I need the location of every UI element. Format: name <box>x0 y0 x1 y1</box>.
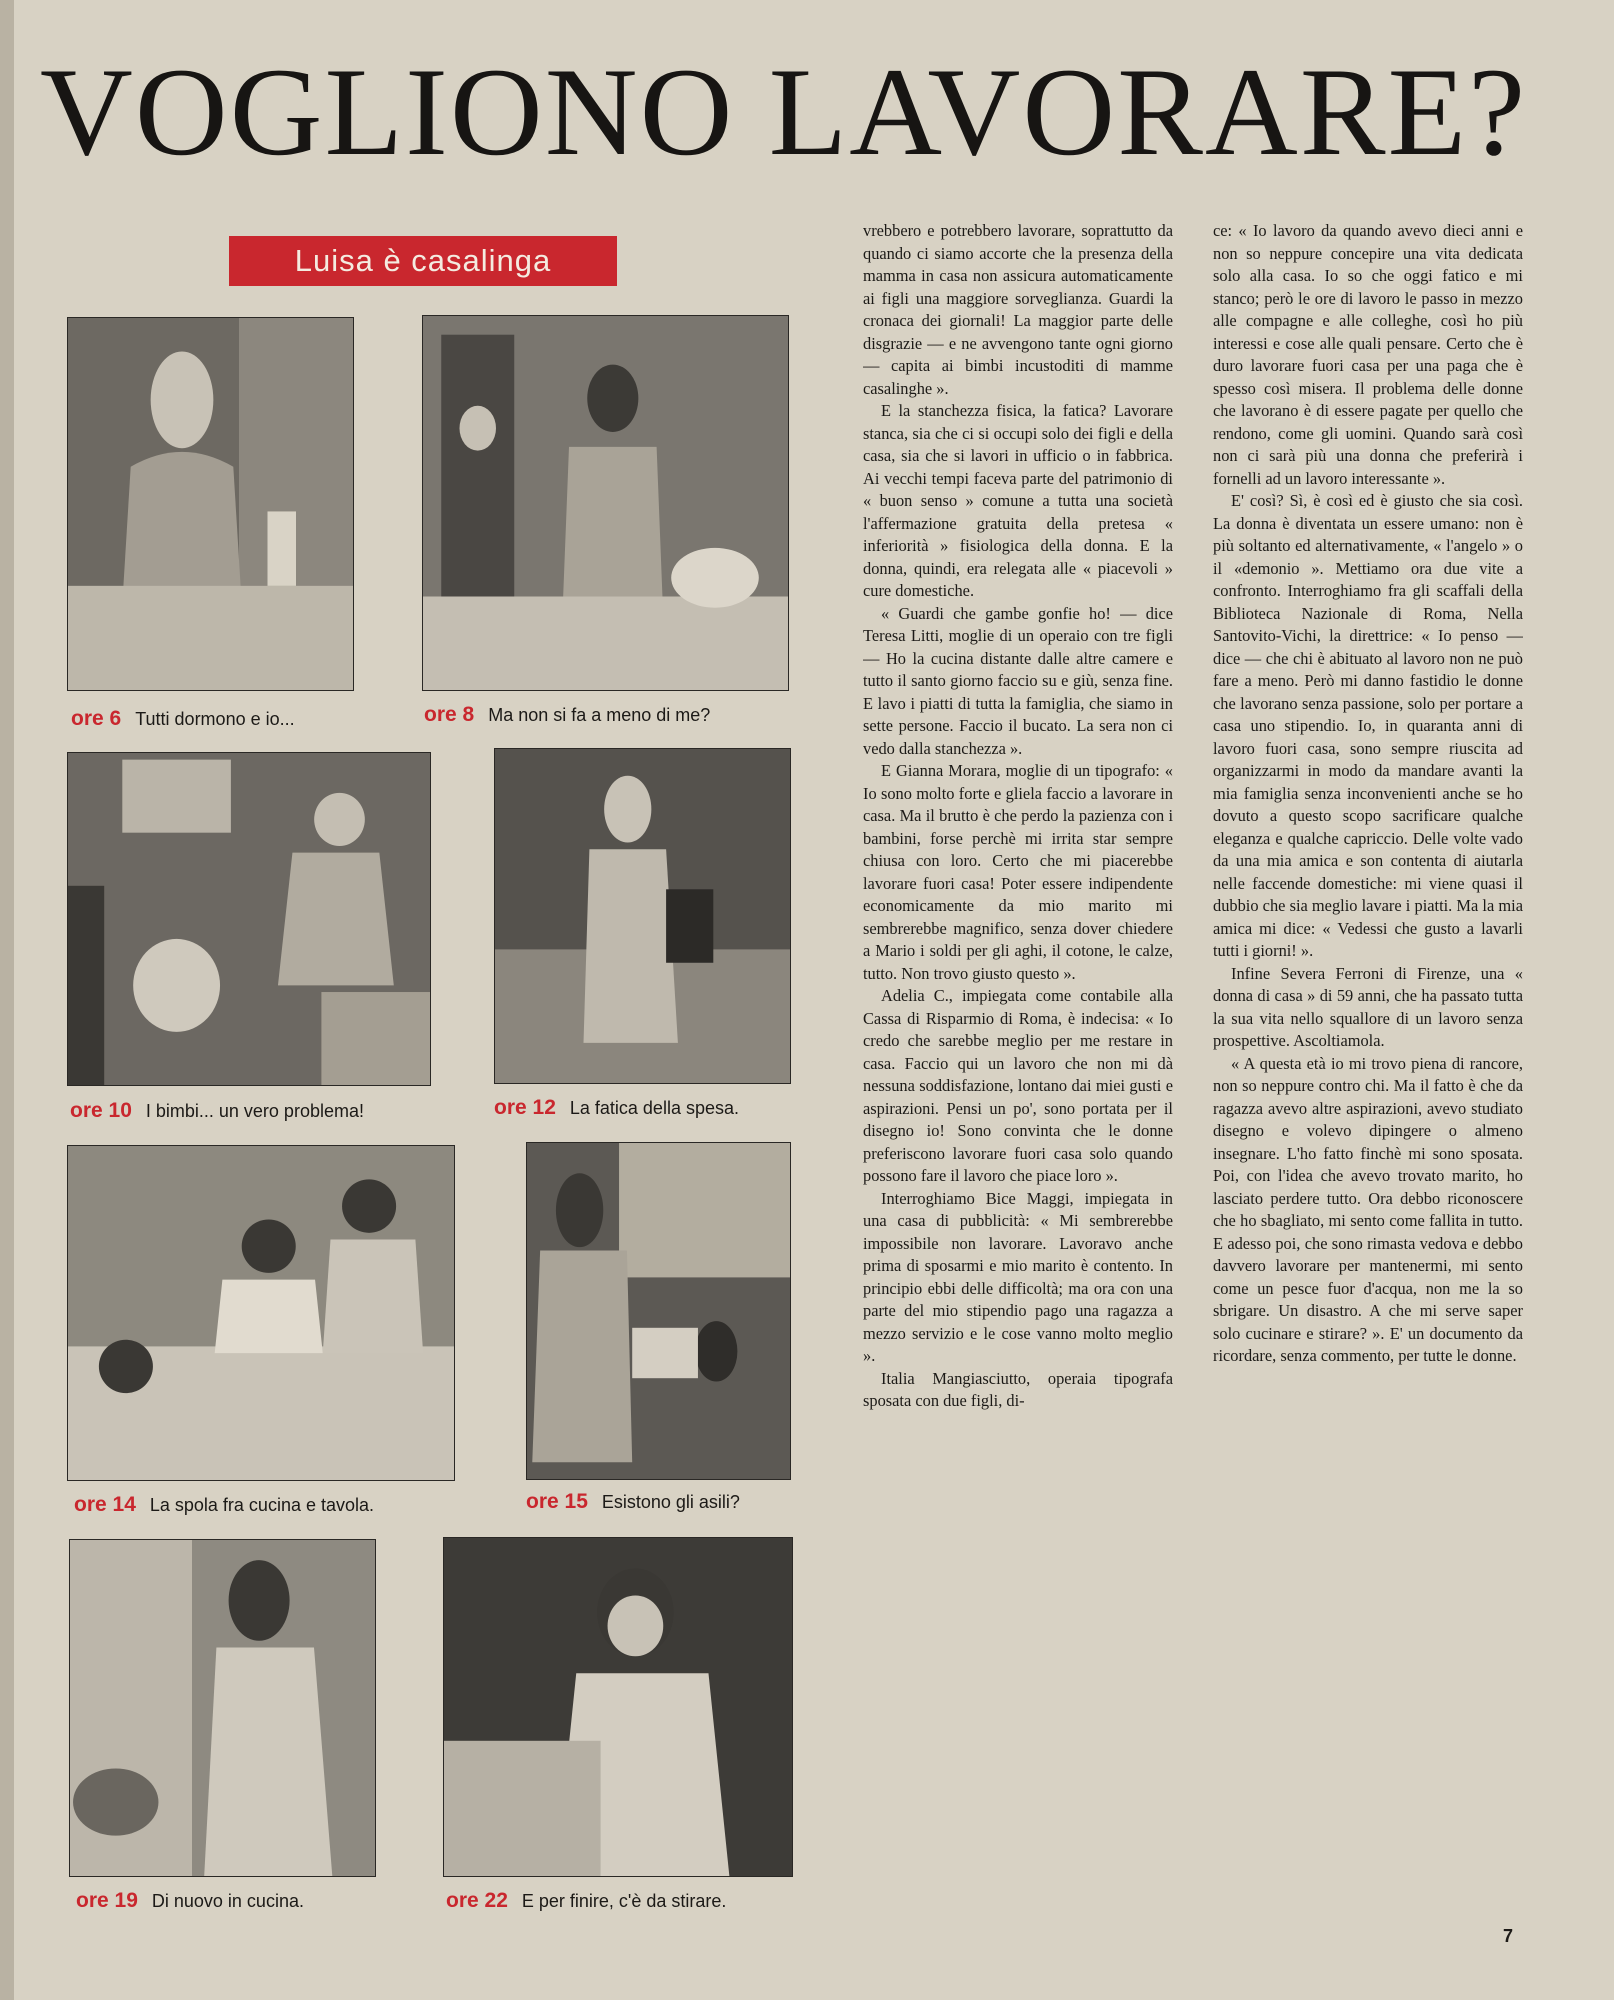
caption-hour: ore 22 <box>446 1889 508 1912</box>
photo-ore-19 <box>69 1539 376 1877</box>
page-number: 7 <box>1503 1926 1514 1946</box>
paragraph: « Guardi che gambe gonfie ho! — dice Teresa Litti, moglie di un operaio con tre figli — Ho la cucina distante dalle altre camere e tutto il santo giorno faccio su e giù, senza fine. E lavo i piatti di tutta la famiglia, che siamo in sette persone. Faccio il bucato. La sera non ci vedo dalla stanchezza ». <box>863 603 1173 758</box>
photo-woman-pouring-icon <box>68 318 353 690</box>
caption-hour: ore 19 <box>76 1889 138 1912</box>
caption-hour: ore 6 <box>71 707 122 730</box>
caption-ore-8 <box>424 700 794 730</box>
caption-ore-19 <box>76 1886 376 1916</box>
caption-ore-10 <box>70 1096 430 1126</box>
caption-text: E per finire, c'è da stirare. <box>521 1891 727 1911</box>
paragraph: vrebbero e potrebbero lavorare, soprattutto da quando ci siamo accorte che la presenza della mamma in casa non assicura automaticamente ai figli una maggiore sorveglianza. Guardi la cronaca dei giornali! La maggior parte delle disgrazie — e ne avvengono tante ogni giorno — capita ai bimbi incustoditi di mamme casalinghe ». <box>863 221 1173 398</box>
paragraph: ce: « Io lavoro da quando avevo dieci anni e non so neppure concepire una vita dedicata solo alla casa. Io so che oggi fatico e mi stanco; però le ore di lavoro le passo in mezzo alle compagne e alle colleghe, così ho più interessi e cose alle quali pensare. Certo che è duro lavorare fuori casa per una paga che è spesso così misera. Il problema delle donne che lavorano è di essere pagate per quello che rendono, come gli uomini. Quando sarà così non ci sarà più una donna che preferirà i fornelli ad un lavoro interessante ». <box>1213 221 1523 488</box>
photo-ore-10 <box>67 752 431 1086</box>
caption-text: Di nuovo in cucina. <box>151 1891 304 1911</box>
photo-ore-14 <box>67 1145 455 1481</box>
article-column-2 <box>1213 220 1523 1910</box>
photo-woman-stairs-icon <box>495 749 790 1083</box>
photo-woman-ironing-icon <box>444 1538 792 1876</box>
paragraph: E Gianna Morara, moglie di un tipografo: « Io sono molto forte e gliela faccio a lavorare in casa. Ma il brutto è che perdo la pazienza con i bambini, forse perchè mi irrita star sempre chiusa con loro. Certo che mi piacerebbe lavorare fuori casa! Poter essere indipendente economicamente da mio marito mi sembrerebbe magnifico, senza dover chiedere a Mario i soldi per gli aghi, il cotone, le calze, tutto. Non trovo giusto questo ». <box>863 761 1173 983</box>
photo-family-morning-icon <box>423 316 788 690</box>
paragraph: Interroghiamo Bice Maggi, impiegata in una casa di pubblicità: « Mi sembrerebbe impossibile non lavorare. Lavoravo anche prima di sposarmi e mio marito è contento. In principio ebbi delle difficoltà; ma ora con una parte del mio stipendio pago una ragazza a mezzo servizio e le cose vanno molto meglio ». <box>863 1188 1173 1365</box>
photo-ore-15 <box>526 1142 791 1480</box>
caption-ore-12 <box>494 1093 794 1123</box>
caption-text: Tutti dormono e io... <box>135 709 295 729</box>
caption-text: Ma non si fa a meno di me? <box>488 705 711 725</box>
photo-ore-8 <box>422 315 789 691</box>
photo-family-table-icon <box>68 1146 454 1480</box>
photo-ore-22 <box>443 1537 793 1877</box>
caption-hour: ore 10 <box>70 1099 132 1122</box>
caption-text: La fatica della spesa. <box>569 1098 739 1118</box>
article-column-1 <box>863 220 1173 1910</box>
photo-children-kitchen-icon <box>68 753 430 1085</box>
caption-text: I bimbi... un vero problema! <box>145 1101 364 1121</box>
paragraph: Italia Mangiasciutto, operaia tipografa sposata con due figli, di- <box>863 1368 1173 1410</box>
photo-ore-6 <box>67 317 354 691</box>
photo-woman-stove-icon <box>70 1540 375 1876</box>
page-edge <box>0 0 14 2000</box>
paragraph: Infine Severa Ferroni di Firenze, una « donna di casa » di 59 anni, che ha passato tutta la sua vita nello squallore di un lavoro senza prospettive. Ascoltiamola. <box>1213 963 1523 1050</box>
paragraph: E la stanchezza fisica, la fatica? Lavorare stanca, sia che ci si occupi solo dei figli e della casa, sia che si lavori in ufficio o in fabbrica. Ai vecchi tempi faceva parte del patrimonio di « buon senso » comune a tutta una società l'affermazione gratuita della pretesa « inferiorità » fisiologica della donna. E la donna, quindi, era relegata alle « piacevoli » cure domestiche. <box>863 401 1173 600</box>
caption-ore-15 <box>526 1487 796 1517</box>
paragraph: Adelia C., impiegata come contabile alla Cassa di Risparmio di Roma, è indecisa: « Io credo che sarebbe meglio per me restare in casa. Faccio qui un lavoro che non mi dà nessuna soddisfazione, lontano dai miei gusti e aspirazioni. Pensi un po', sono portata per il disegno io! Sono convinta che le donne preferiscono lavorare fuori casa solo quando possono fare il lavoro che piace loro ». <box>863 986 1173 1185</box>
caption-text: Esistono gli asili? <box>601 1492 740 1512</box>
caption-hour: ore 15 <box>526 1490 588 1513</box>
caption-ore-22 <box>446 1886 796 1916</box>
caption-text: La spola fra cucina e tavola. <box>149 1495 375 1515</box>
kicker-label: Luisa è casalinga <box>229 236 617 286</box>
paragraph: « A questa età io mi trovo piena di rancore, non so neppure contro chi. Ma il fatto è che da ragazza avevo altre aspirazioni, avevo studiato disegno e volevo dipingere o almeno insegnare. L'ho fatto finchè mi sono sposata. Poi, con l'idea che avevo trovato marito, ho lasciato perdere tutto. Ora debbo riconoscere che ho sbagliato, mi sento come fallita in tutto. E adesso poi, che sono rimasta vedova e debbo davvero lavorare per mantenermi, mi sento come un pesce fuor d'acqua, non me la so sbrigare. Un disastro. A che mi serve saper solo cucinare e stirare? ». E' un documento da ricordare, senza commento, per tutte le donne. <box>1213 1053 1523 1365</box>
photo-child-kitchen-icon <box>527 1143 790 1479</box>
caption-ore-6 <box>71 704 361 734</box>
caption-hour: ore 14 <box>74 1493 136 1516</box>
caption-hour: ore 12 <box>494 1096 556 1119</box>
caption-ore-14 <box>74 1490 464 1520</box>
paragraph: E' così? Sì, è così ed è giusto che sia così. La donna è diventata un essere umano: non è più soltanto ed alternativamente, « l'angelo » o il «demonio ». Mettiamo ora due vite a confronto. Interroghiamo fra gli scaffali della Biblioteca Nazionale di Roma, Nella Santovito-Vichi, la direttrice: « Io penso — dice — che chi è abituato al lavoro non ne può fare a meno. Però mi danno fastidio le donne che lavorano senza passione, solo per portare a casa uno stipendio. Io, in quaranta anni di lavoro fuori casa, sono sempre riuscita ad organizzarmi in modo da mandare avanti la mia famiglia senza inconvenienti anche se ho dovuto a questo scopo sacrificare qualche eleganza e qualche capriccio. Delle volte vado da una mia amica e son contenta di aiutarla nelle faccende domestiche: mi viene quasi il dubbio che sia meglio lavare i piatti. Ma la mia amica mi dice: « Vedessi che gusto a lavarli tutti i giorni! ». <box>1213 491 1523 960</box>
caption-hour: ore 8 <box>424 703 475 726</box>
headline: VOGLIONO LAVORARE? <box>40 43 1528 182</box>
photo-ore-12 <box>494 748 791 1084</box>
